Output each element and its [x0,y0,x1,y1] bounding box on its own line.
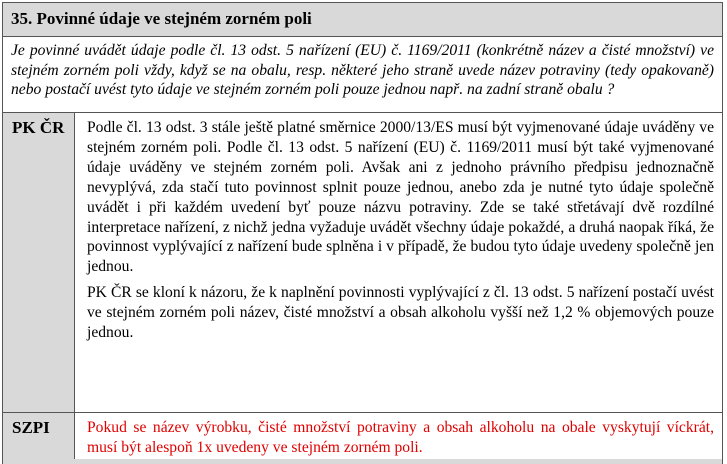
answer-paragraph-1: Podle čl. 13 odst. 3 stále ještě platné směrnice 2000/13/ES musí být vyjmenované údaje uváděny ve stejném zorném poli. Podle čl. 13 odst. 5 nařízení (EU) č. 1169/2011 musí být také vyjmenované údaje uváděny ve stejném zorném poli. Avšak ani z jednoho právního předpisu jednoznačně nevyplývá, zda stačí tuto povinnost splnit pouze jednou, anebo zda je nutné tyto údaje společně uvádět i při každém uvedení byť pouze názvu potraviny. Zde se také střetávají dvě rozdílné interpretace nařízení, z nichž jedna vyžaduje uvádět všechny údaje pokaždé, a druhá naopak říká, že povinnost vyplývající z nařízení bude splněna i v případě, že budou tyto údaje uvedeny společně jen jednou. [87,119,714,276]
row-label-pk-cr: PK ČR [3,113,75,412]
next-row-edge [2,459,723,464]
row-label-szpi: SZPI [3,413,75,463]
section-title: 35. Povinné údaje ve stejném zorném poli [3,3,722,37]
answer-cell-pk-cr [75,113,722,412]
answer-row-szpi [3,413,722,463]
question-text: Je povinné uvádět údaje podle čl. 13 odst. 5 nařízení (EU) č. 1169/2011 (konkrétně název a čisté množství) ve stejném zorném poli vždy, když se na obalu, resp. některé jeho straně uvede název potraviny (tedy opakovaně) nebo postačí uvést tyto údaje ve stejném zorném poli pouze jednou např. na zadní straně obalu ? [3,37,722,113]
answer-row-pk-cr [3,113,722,413]
answer-paragraph-2: PK ČR se kloní k názoru, že k naplnění povinnosti vyplývající z čl. 13 odst. 5 nařízení postačí uvést ve stejném zorném poli název, čisté množství a obsah alkoholu vyšší než 1,2 % objemových pouze jednou. [87,284,714,342]
answer-cell-szpi: Pokud se název výrobku, čisté množství potraviny a obsah alkoholu na obale vyskytují víckrát, musí být alespoň 1x uvedeny ve stejném zorném poli. [87,419,714,456]
faq-table [2,2,723,464]
